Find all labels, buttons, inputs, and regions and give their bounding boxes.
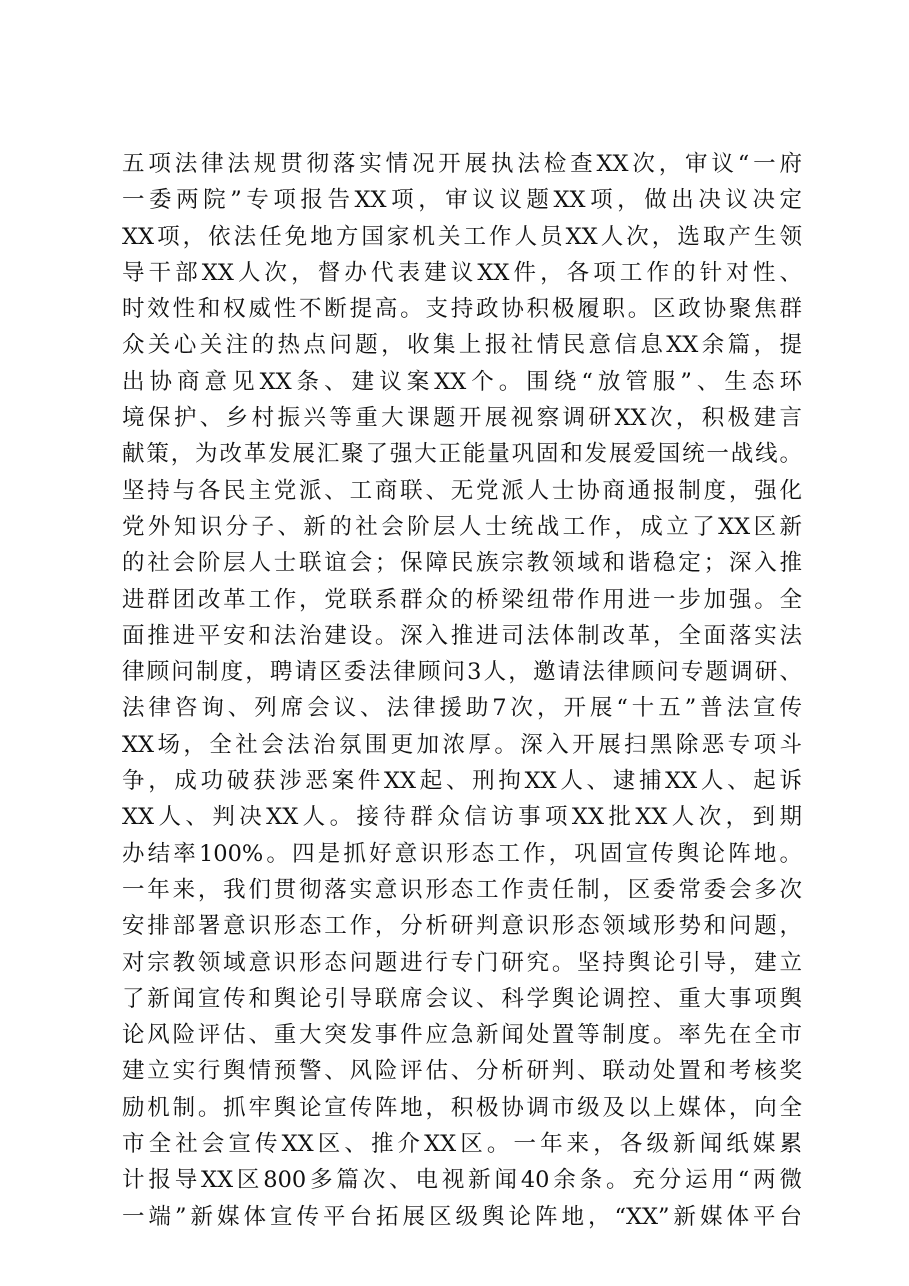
- text-line: 时效性和权威性不断提高。支持政协积极履职。区政协聚焦群: [122, 296, 802, 323]
- text-line: 导干部XX人次，督办代表建议XX件，各项工作的针对性、: [122, 259, 802, 286]
- text-line: 计报导XX区800多篇次、电视新闻40余条。充分运用“两微: [122, 1167, 802, 1194]
- text-line: 一委两院”专项报告XX项，审议议题XX项，做出决议决定: [122, 187, 802, 214]
- text-line: 争，成功破获涉恶案件XX起、刑拘XX人、逮捕XX人、起诉: [122, 768, 803, 795]
- text-line: 五项法律法规贯彻落实情况开展执法检查XX次，审议“一府: [122, 151, 802, 177]
- text-line: 安排部署意识形态工作，分析研判意识形态领域形势和问题，: [122, 913, 802, 940]
- text-line: 论风险评估、重大突发事件应急新闻处置等制度。率先在全市: [122, 1022, 802, 1049]
- text-line: XX人、判决XX人。接待群众信访事项XX批XX人次，到期: [122, 804, 802, 831]
- body-text: [122, 146, 802, 1235]
- text-line: 坚持与各民主党派、工商联、无党派人士协商通报制度，强化: [122, 477, 802, 504]
- text-line: 办结率100%。四是抓好意识形态工作，巩固宣传舆论阵地。: [122, 840, 802, 867]
- text-line: 一端”新媒体宣传平台拓展区级舆论阵地，“XX”新媒体平台: [122, 1203, 802, 1230]
- text-line: 一年来，我们贯彻落实意识形态工作责任制，区委常委会多次: [122, 876, 802, 903]
- text-line: 的社会阶层人士联谊会；保障民族宗教领域和谐稳定；深入推: [122, 550, 802, 577]
- text-line: 境保护、乡村振兴等重大课题开展视察调研XX次，积极建言: [122, 405, 802, 432]
- text-line: 了新闻宣传和舆论引导联席会议、科学舆论调控、重大事项舆: [122, 985, 802, 1012]
- text-line: 进群团改革工作，党联系群众的桥梁纽带作用进一步加强。全: [122, 586, 802, 613]
- text-line: 众关心关注的热点问题，收集上报社情民意信息XX余篇，提: [122, 332, 802, 359]
- text-line: 出协商意见XX条、建议案XX个。围绕“放管服”、生态环: [122, 368, 802, 395]
- text-line: 献策，为改革发展汇聚了强大正能量巩固和发展爱国统一战线。: [122, 441, 802, 468]
- text-line: XX场，全社会法治氛围更加浓厚。深入开展扫黑除恶专项斗: [122, 731, 802, 758]
- text-line: 党外知识分子、新的社会阶层人士统战工作，成立了XX区新: [122, 513, 802, 540]
- text-line: 法律咨询、列席会议、法律援助7次，开展“十五”普法宣传: [122, 695, 802, 722]
- text-line: 对宗教领域意识形态问题进行专门研究。坚持舆论引导，建立: [122, 949, 802, 976]
- text-line: XX项，依法任免地方国家机关工作人员XX人次，选取产生领: [122, 223, 802, 250]
- text-line: 面推进平安和法治建设。深入推进司法体制改革，全面落实法: [122, 622, 802, 649]
- text-line: 建立实行舆情预警、风险评估、分析研判、联动处置和考核奖: [122, 1058, 802, 1085]
- text-line: 励机制。抓牢舆论宣传阵地，积极协调市级及以上媒体，向全: [122, 1094, 802, 1121]
- text-line: 市全社会宣传XX区、推介XX区。一年来，各级新闻纸媒累: [122, 1131, 802, 1158]
- text-line: 律顾问制度，聘请区委法律顾问3人，邀请法律顾问专题调研、: [122, 659, 802, 686]
